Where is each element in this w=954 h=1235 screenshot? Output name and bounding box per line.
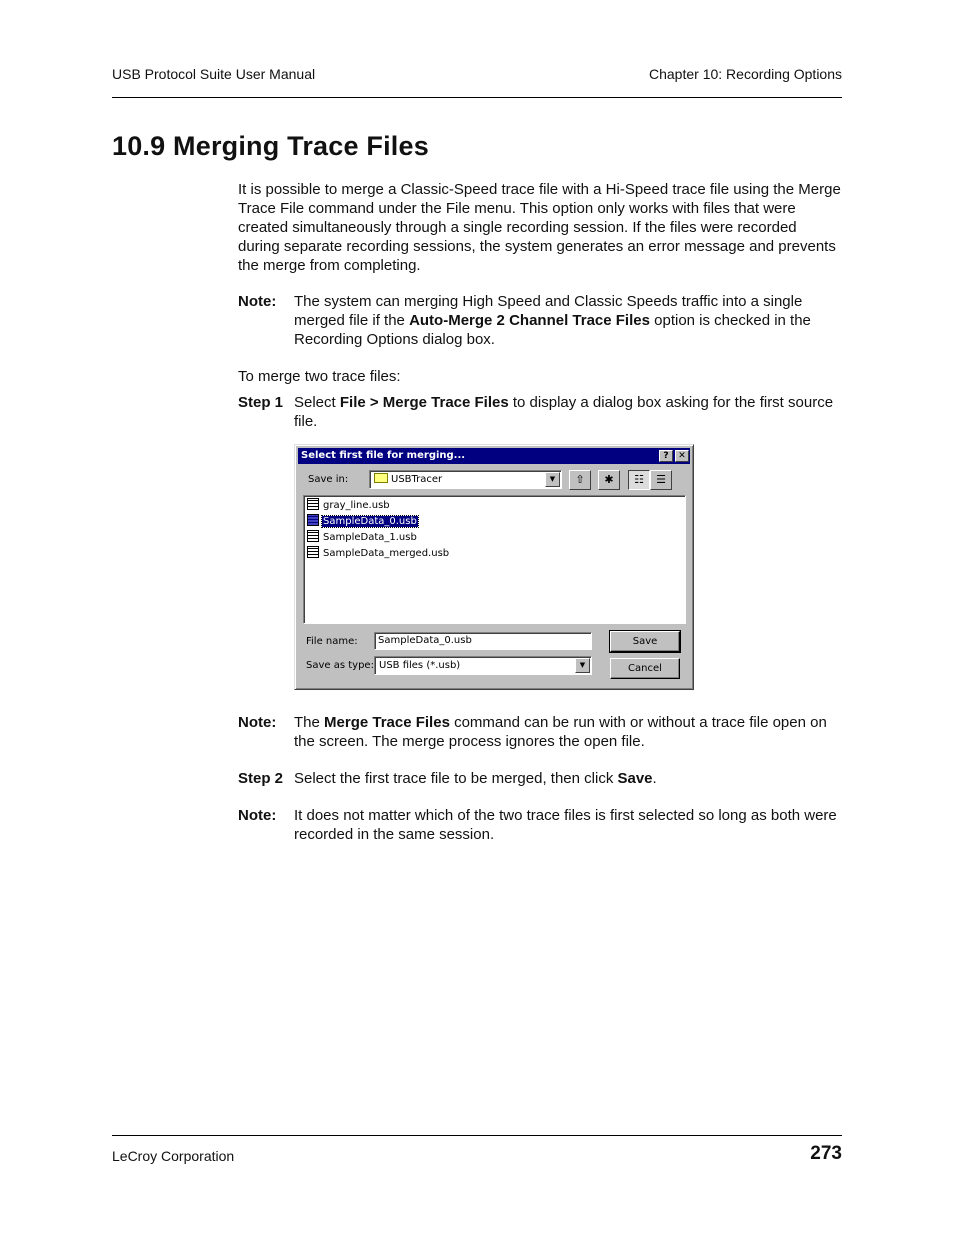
up-folder-button[interactable] — [569, 470, 591, 490]
note-label: Note: — [238, 293, 277, 310]
header-manual-title: USB Protocol Suite User Manual — [112, 66, 316, 82]
list-view-icon: ☷ — [634, 473, 644, 486]
usb-file-icon — [307, 514, 319, 526]
file-list[interactable] — [303, 495, 686, 624]
file-item[interactable]: gray_line.usb — [307, 498, 391, 512]
step-label: Step 2 — [238, 770, 284, 787]
details-view-button[interactable] — [650, 470, 672, 490]
new-folder-button[interactable] — [598, 470, 620, 490]
save-keyword: Save — [617, 770, 653, 787]
cancel-button[interactable]: Cancel — [610, 658, 680, 679]
save-type-label: Save as type: — [306, 660, 374, 671]
save-in-dropdown[interactable]: USBTracer ▼ — [369, 470, 562, 489]
step-1: Step 1 Select File > Merge Trace Files to display a dialog box asking for the first source file. — [238, 394, 834, 430]
dialog-titlebar — [298, 448, 690, 464]
command-name: Merge Trace Files — [324, 714, 450, 731]
close-button[interactable]: ✕ — [675, 450, 689, 462]
file-name-input[interactable]: SampleData_0.usb — [374, 632, 592, 650]
auto-merge-option-name: Auto-Merge 2 Channel Trace Files — [409, 312, 650, 329]
usb-file-icon — [307, 530, 319, 542]
intro-paragraph: It is possible to merge a Classic-Speed trace file with a Hi-Speed trace file using the Merge Trace File command under the File menu. This option only works with files that were created simultaneously through a single recording session. If the files were recorded during separate recording sessions, the system generates an error message and prevents the merge from completing. — [238, 181, 841, 274]
up-folder-icon: ⇧ — [575, 473, 585, 486]
header-rule — [112, 97, 842, 98]
folder-icon — [374, 473, 388, 483]
step-label: Step 1 — [238, 394, 284, 411]
header-chapter-title: Chapter 10: Recording Options — [649, 66, 842, 82]
note-order: Note: It does not matter which of the two trace files is first selected so long as both were recorded in the same session. — [238, 807, 837, 843]
dialog-title: Select first file for merging... — [301, 450, 466, 461]
footer-rule — [112, 1135, 842, 1136]
file-name-label: File name: — [306, 636, 358, 647]
section-title: 10.9 Merging Trace Files — [112, 131, 429, 161]
page-number: 273 — [810, 1143, 842, 1164]
note-auto-merge: Note: The system can merging High Speed and Classic Speeds traffic into a single merged file if the Auto-Merge 2 Channel Trace Files option is checked in the Recording Options dialog box. — [238, 293, 811, 348]
note-label: Note: — [238, 807, 277, 824]
chevron-down-icon[interactable]: ▼ — [575, 658, 590, 673]
help-button[interactable]: ? — [659, 450, 673, 462]
footer-company: LeCroy Corporation — [112, 1148, 235, 1164]
menu-path: File > Merge Trace Files — [339, 394, 509, 411]
merge-file-dialog — [294, 444, 694, 690]
to-merge-intro: To merge two trace files: — [238, 368, 401, 385]
list-view-button[interactable] — [628, 470, 650, 490]
details-view-icon: ☰ — [656, 473, 666, 486]
file-item[interactable]: SampleData_merged.usb — [307, 546, 450, 560]
step-2: Step 2 Select the first trace file to be merged, then click Save. — [238, 770, 657, 787]
save-type-dropdown[interactable]: USB files (*.usb) ▼ — [374, 656, 592, 675]
usb-file-icon — [307, 546, 319, 558]
save-in-label: Save in: — [308, 474, 349, 485]
save-button[interactable]: Save — [610, 631, 680, 652]
new-folder-icon: ✱ — [604, 473, 614, 486]
file-item-selected[interactable]: SampleData_0.usb — [307, 514, 418, 528]
note-label: Note: — [238, 714, 277, 731]
usb-file-icon — [307, 498, 319, 510]
file-item[interactable]: SampleData_1.usb — [307, 530, 418, 544]
note-open-file: Note: The Merge Trace Files command can be run with or without a trace file open on the screen. The merge process ignores the open file. — [238, 714, 827, 750]
chevron-down-icon[interactable]: ▼ — [545, 472, 560, 487]
